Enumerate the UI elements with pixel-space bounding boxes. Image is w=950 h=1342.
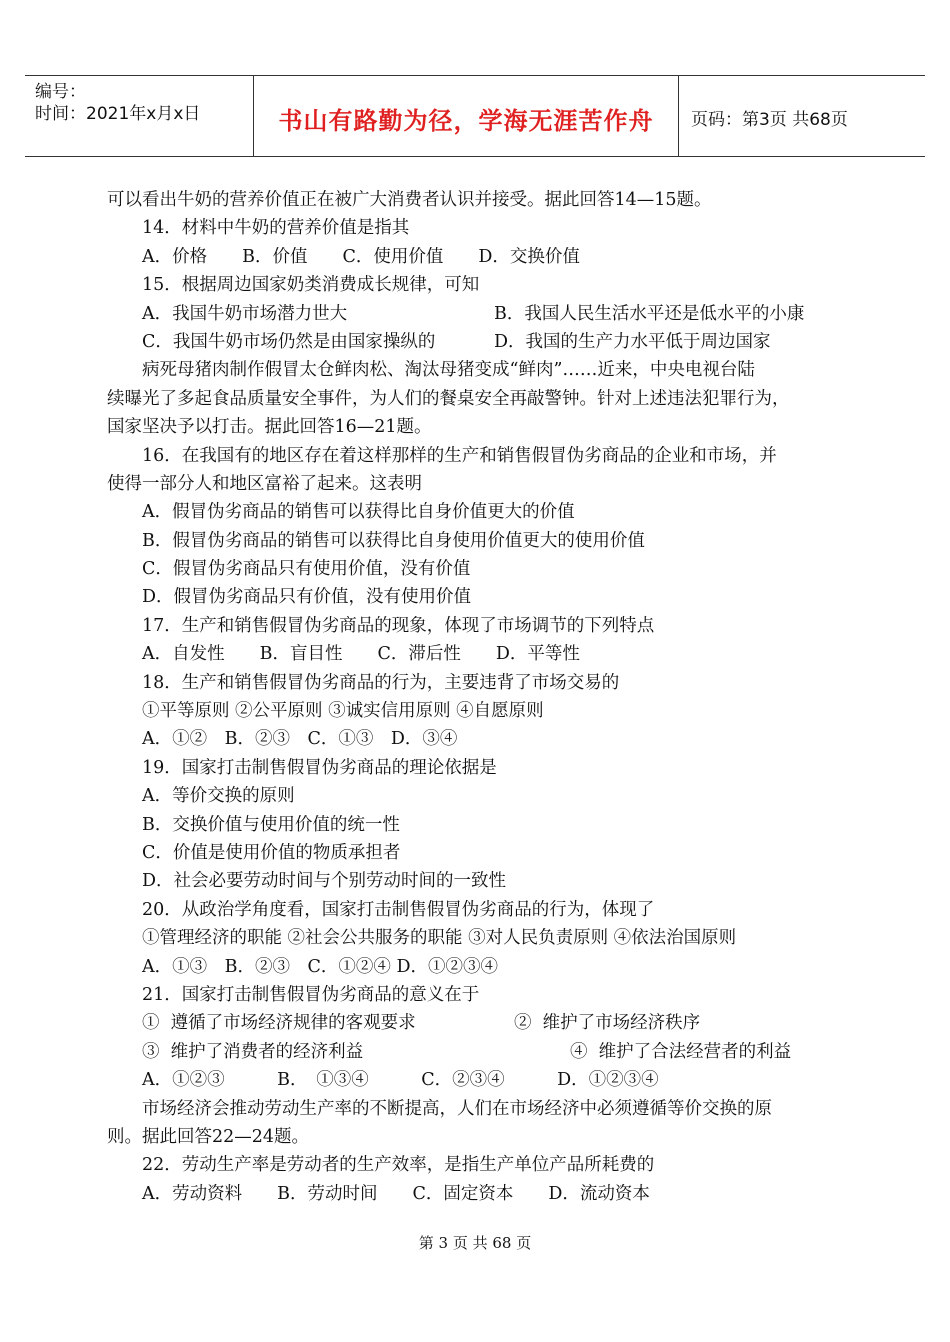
- page-header: [25, 75, 925, 157]
- question-16: 16．在我国有的地区存在着这样那样的生产和销售假冒伪劣商品的企业和市场，并: [142, 445, 777, 466]
- document-body: [107, 186, 862, 1208]
- page-info-text: 页码：第3页 共68页: [691, 110, 848, 130]
- statement-1: ① 遵循了市场经济规律的客观要求: [142, 1013, 416, 1034]
- header-motto: [254, 76, 679, 156]
- q21-statements-34: [107, 1038, 862, 1066]
- q19-option-b: B．交换价值与使用价值的统一性: [142, 814, 400, 835]
- q16-option-d: D．假冒伪劣商品只有价值，没有使用价值: [142, 587, 472, 608]
- q15-options-ab: [107, 300, 862, 328]
- statement-3: ③ 维护了消费者的经济利益: [142, 1041, 364, 1062]
- question-22: 22．劳动生产率是劳动者的生产效率，是指生产单位产品所耗费的: [142, 1155, 655, 1176]
- question-17: 17．生产和销售假冒伪劣商品的现象，体现了市场调节的下列特点: [142, 615, 655, 636]
- question-18: 18．生产和销售假冒伪劣商品的行为，主要违背了市场交易的: [142, 672, 620, 693]
- q16-option-a: A．假冒伪劣商品的销售可以获得比自身价值更大的价值: [142, 502, 575, 523]
- q20-statements: ①管理经济的职能 ②社会公共服务的职能 ③对人民负责原则 ④依法治国原则: [142, 928, 737, 949]
- q18-statements: ①平等原则 ②公平原则 ③诚实信用原则 ④自愿原则: [142, 701, 544, 722]
- q14-options: A．价格 B．价值 C．使用价值 D．交换价值: [142, 246, 580, 267]
- q22-options: A．劳动资料 B．劳动时间 C．固定资本 D．流动资本: [142, 1183, 650, 1204]
- q19-option-a: A．等价交换的原则: [142, 786, 295, 807]
- motto-text: 书山有路勤为径，学海无涯苦作舟: [278, 107, 654, 135]
- q16-option-c: C．假冒伪劣商品只有使用价值，没有价值: [142, 559, 471, 580]
- option-a: A．我国牛奶市场潜力世大: [142, 303, 348, 324]
- statement-4: ④ 维护了合法经营者的利益: [570, 1041, 792, 1062]
- header-page-info: [679, 76, 925, 156]
- passage-text: 续曝光了多起食品质量安全事件，为人们的餐桌安全再敲警钟。针对上述违法犯罪行为，: [107, 388, 790, 409]
- question-15: 15．根据周边国家奶类消费成长规律，可知: [142, 275, 480, 296]
- option-c: C．我国牛奶市场仍然是由国家操纵的: [142, 331, 436, 352]
- q15-options-cd: [107, 328, 862, 356]
- q18-options: A．①② B．②③ C．①③ D．③④: [142, 729, 458, 750]
- question-14: 14．材料中牛奶的营养价值是指其: [142, 218, 410, 239]
- passage-text: 市场经济会推动劳动生产率的不断提高，人们在市场经济中必须遵循等价交换的原: [142, 1098, 772, 1119]
- passage-text: 病死母猪肉制作假冒太仓鲜肉松、淘汰母猪变成“鲜肉”……近来，中央电视台陆: [142, 360, 755, 381]
- doc-time: 时间：2021年x月x日: [35, 104, 201, 124]
- q21-statements-12: [107, 1009, 862, 1037]
- option-b: B．我国人民生活水平还是低水平的小康: [494, 303, 805, 324]
- question-20: 20．从政治学角度看，国家打击制售假冒伪劣商品的行为，体现了: [142, 899, 655, 920]
- option-d: D．我国的生产力水平低于周边国家: [494, 331, 771, 352]
- question-21: 21．国家打击制售假冒伪劣商品的意义在于: [142, 984, 480, 1005]
- q17-options: A．自发性 B．盲目性 C．滞后性 D．平等性: [142, 644, 580, 665]
- statement-2: ② 维护了市场经济秩序: [514, 1013, 701, 1034]
- page-footer: 第 3 页 共 68 页: [418, 1234, 532, 1252]
- doc-number: 编号：: [35, 82, 86, 102]
- q19-option-c: C．价值是使用价值的物质承担者: [142, 842, 401, 863]
- passage-text: 国家坚决予以打击。据此回答16—21题。: [107, 417, 432, 438]
- header-meta: [25, 76, 254, 156]
- question-19: 19．国家打击制售假冒伪劣商品的理论依据是: [142, 757, 497, 778]
- question-16-cont: 使得一部分人和地区富裕了起来。这表明: [107, 473, 422, 494]
- q16-option-b: B．假冒伪劣商品的销售可以获得比自身使用价值更大的使用价值: [142, 530, 645, 551]
- q20-options: A．①③ B．②③ C．①②④ D．①②③④: [142, 956, 498, 977]
- passage-text: 可以看出牛奶的营养价值正在被广大消费者认识并接受。据此回答14—15题。: [107, 190, 712, 210]
- passage-text: 则。据此回答22—24题。: [107, 1126, 310, 1147]
- q19-option-d: D．社会必要劳动时间与个别劳动时间的一致性: [142, 871, 507, 892]
- q21-options: A．①②③ B． ①③④ C．②③④ D．①②③④: [142, 1070, 659, 1091]
